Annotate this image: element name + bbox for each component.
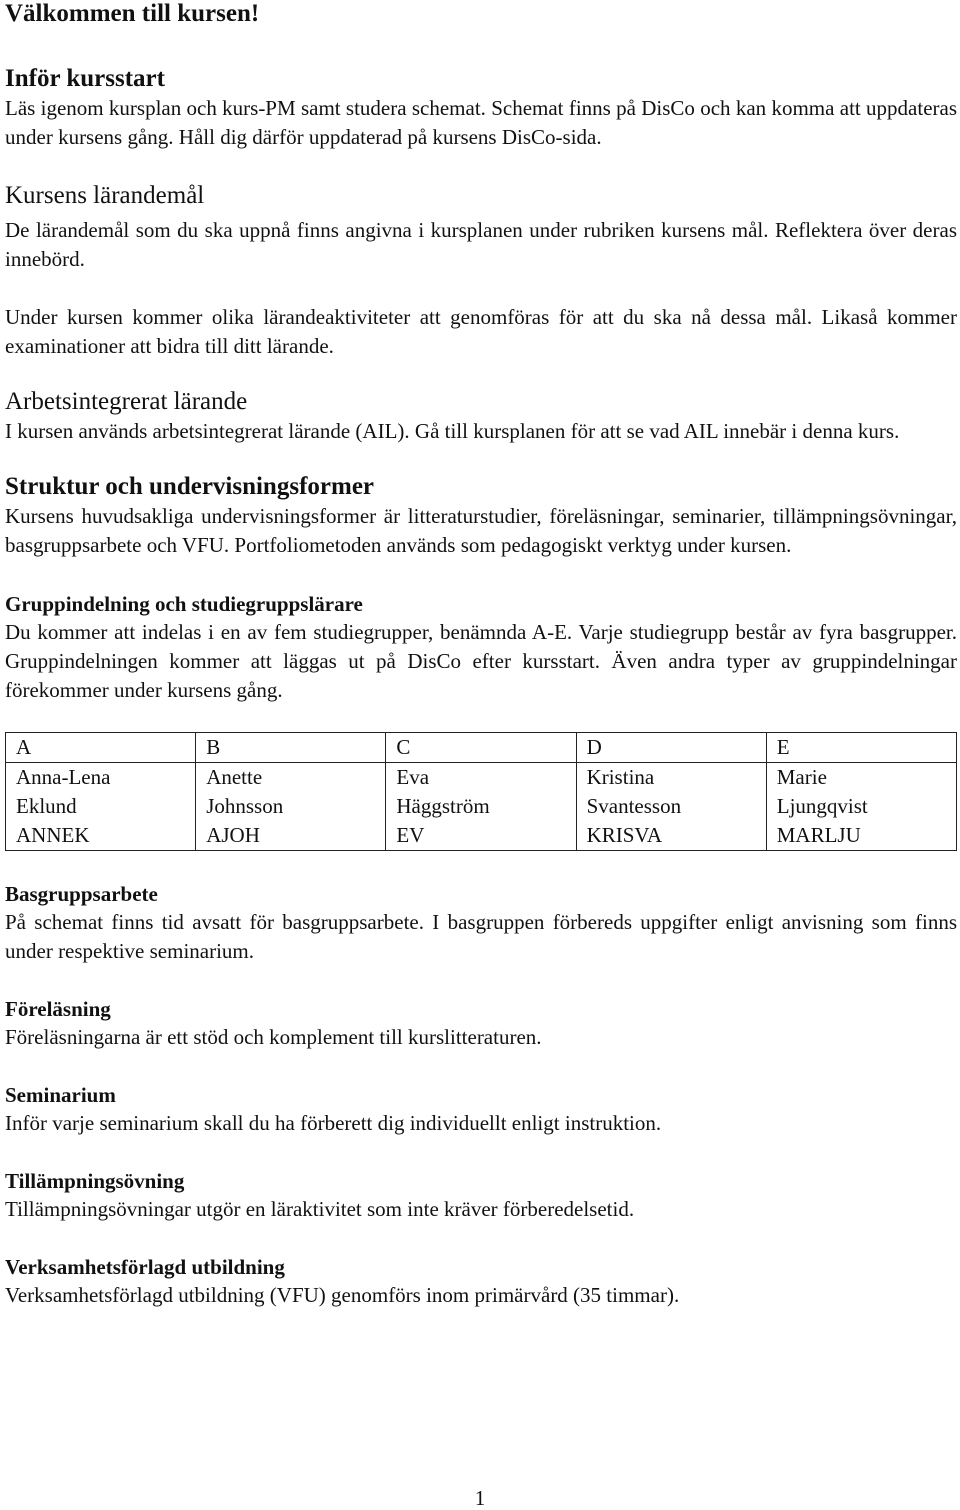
heading-struktur: Struktur och undervisningsformer — [5, 473, 375, 500]
group-header-a: A — [6, 733, 196, 763]
paragraph-infor-kursstart: Läs igenom kursplan och kurs-PM samt studera schemat. Schemat finns på DisCo och kan komma att uppdateras under kursens gång. Håll dig därför uppdaterad på kursens DisCo-sida. — [5, 96, 957, 149]
teacher-first-name: Anna-Lena — [16, 765, 111, 789]
teacher-first-name: Anette — [206, 765, 263, 789]
heading-larandemal: Kursens lärandemål — [5, 182, 205, 209]
teacher-first-name: Eva — [396, 765, 430, 789]
group-table-header-row — [6, 733, 957, 763]
teacher-code: EV — [396, 823, 425, 847]
paragraph-basgruppsarbete: På schemat finns tid avsatt för basgruppsarbete. I basgruppen förbereds uppgifter enligt anvisning som finns under respektive seminarium. — [5, 910, 957, 963]
heading-seminarium: Seminarium — [5, 1083, 116, 1107]
heading-tillampningsovning: Tillämpningsövning — [5, 1169, 185, 1193]
heading-infor-kursstart: Inför kursstart — [5, 65, 165, 92]
teacher-last-name: Ljungqvist — [776, 794, 868, 818]
paragraph-forelasning: Föreläsningarna är ett stöd och komplement till kurslitteraturen. — [5, 1025, 542, 1049]
document-page — [5, 0, 957, 1310]
group-header-d: D — [576, 733, 766, 763]
page-number: 1 — [474, 1486, 486, 1510]
group-header-b: B — [196, 733, 386, 763]
group-header-c: C — [386, 733, 576, 763]
teacher-code: KRISVA — [586, 823, 663, 847]
teacher-code: ANNEK — [16, 823, 90, 847]
group-table — [5, 732, 957, 851]
teacher-last-name: Häggström — [396, 794, 490, 818]
teacher-cell-a — [6, 763, 196, 851]
paragraph-ail: I kursen används arbetsintegrerat lärande (AIL). Gå till kursplanen för att se vad AIL innebär i denna kurs. — [5, 419, 900, 443]
teacher-first-name: Kristina — [586, 765, 655, 789]
teacher-code: AJOH — [206, 823, 260, 847]
heading-vfu: Verksamhetsförlagd utbildning — [5, 1255, 285, 1279]
group-table-teacher-row — [6, 763, 957, 851]
teacher-last-name: Johnsson — [206, 794, 284, 818]
group-header-e: E — [766, 733, 956, 763]
teacher-code: MARLJU — [776, 823, 861, 847]
page-title: Välkommen till kursen! — [5, 0, 260, 27]
teacher-last-name: Eklund — [16, 794, 77, 818]
heading-forelasning: Föreläsning — [5, 997, 111, 1021]
paragraph-struktur: Kursens huvudsakliga undervisningsformer är litteraturstudier, föreläsningar, seminarier, tillämpningsövningar, basgruppsarbete och VFU. Portfoliometoden används som pedagogiskt verktyg under kursen. — [5, 504, 957, 557]
paragraph-gruppindelning: Du kommer att indelas i en av fem studiegrupper, benämnda A-E. Varje studiegrupp består av fyra basgrupper. Gruppindelningen kommer att läggas ut på DisCo efter kursstart. Även andra typer av gruppindelningar förekommer under kursens gång. — [5, 620, 957, 702]
teacher-first-name: Marie — [776, 765, 827, 789]
teacher-cell-d — [576, 763, 766, 851]
paragraph-larandemal-1: De lärandemål som du ska uppnå finns angivna i kursplanen under rubriken kursens mål. Reflektera över deras innebörd. — [5, 218, 957, 271]
paragraph-tillampningsovning: Tillämpningsövningar utgör en läraktivitet som inte kräver förberedelsetid. — [5, 1197, 635, 1221]
paragraph-seminarium: Inför varje seminarium skall du ha förberett dig individuellt enligt instruktion. — [5, 1111, 662, 1135]
heading-gruppindelning: Gruppindelning och studiegruppslärare — [5, 592, 363, 616]
paragraph-larandemal-2: Under kursen kommer olika lärandeaktiviteter att genomföras för att du ska nå dessa mål. Likaså kommer examinationer att bidra till ditt lärande. — [5, 305, 957, 358]
paragraph-vfu: Verksamhetsförlagd utbildning (VFU) genomförs inom primärvård (35 timmar). — [5, 1283, 680, 1307]
teacher-cell-e — [766, 763, 956, 851]
teacher-cell-b — [196, 763, 386, 851]
teacher-last-name: Svantesson — [586, 794, 682, 818]
teacher-cell-c — [386, 763, 576, 851]
heading-ail: Arbetsintegrerat lärande — [5, 388, 248, 415]
heading-basgruppsarbete: Basgruppsarbete — [5, 882, 158, 906]
